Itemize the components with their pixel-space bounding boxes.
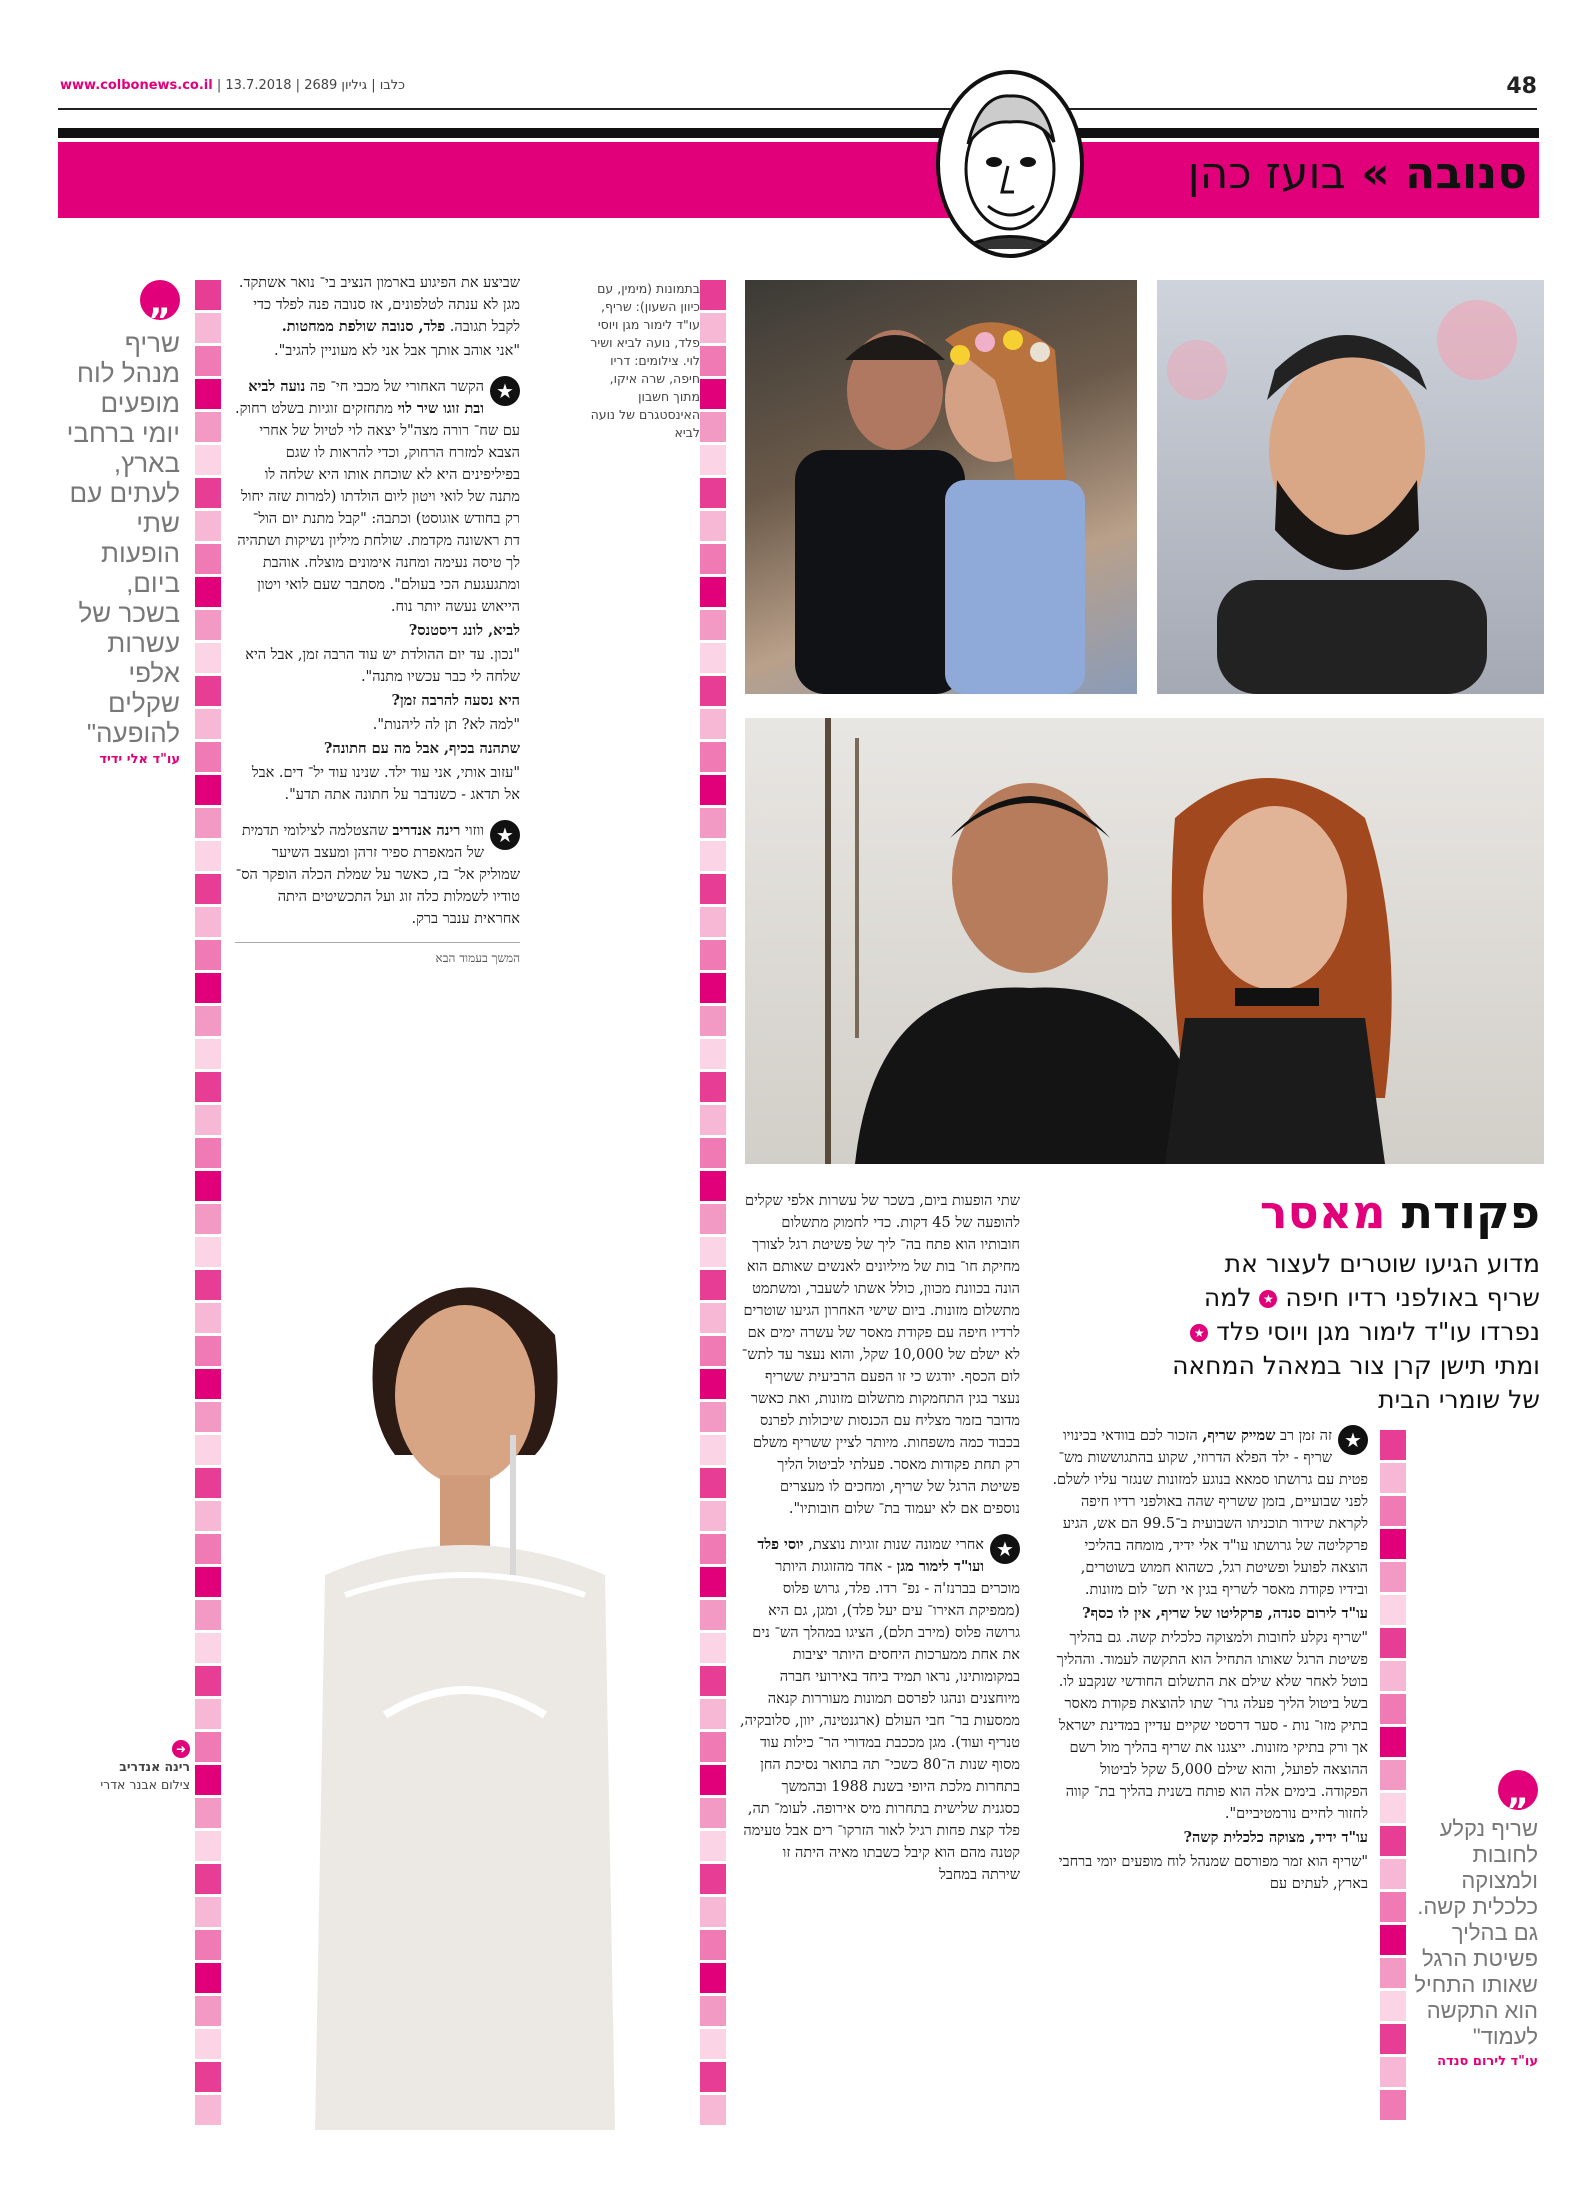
star-icon: ★: [490, 820, 520, 850]
stripe-right: [1380, 1430, 1406, 2123]
stripe-block: [195, 1930, 221, 1960]
stripe-block: [700, 676, 726, 706]
bride-photo-credit: צילום אבנר אדרי: [100, 1777, 190, 1792]
stripe-block: [700, 709, 726, 739]
stripe-block: [195, 841, 221, 871]
banner-title: [1188, 148, 1527, 199]
stripe-block: [195, 907, 221, 937]
banner-arrows: »: [1361, 148, 1390, 199]
mid-p2-text: - אחד מהזוגות היותר מוכרים בברנז'ה - נפ־ רדו. פלד, גרוש פלוס (ממפיקת האירו־ עים יעל פלד), ומגן, גם היא גרושה פלוס (מירב תלם), הציגו במהלך הש־ נים את אחת ממערכות היחסים היותר יציבות במקומותינו, נראו תמיד ביחד באירועי חברה מיוחצנים ונהגו לפרסם תמונות מעוררות קנאה ממסעות בר־ חבי העולם (ארגנטינה, יוון, סלובקיה, טנריף ועוד). מגן מככבת במדורי הר־ כילות עוד מסוף שנות ה־80 כשכי־ תה בתואר נסיכת החן בתחרות מלכת היופי בשנת 1988 ובהמשך כסגנית שלישית בתחרות מיס אירופה. לעומ־ תה, פלד קצת פחות רגיל לאור הזרקו־ רים אבל טעימה קטנה מהם הוא קיבל כשבתו מאיה היתה זו שירתה במחבל: [740, 1559, 1020, 1883]
stripe-block: [700, 1666, 726, 1696]
stripe-block: [195, 1468, 221, 1498]
stripe-block: [195, 412, 221, 442]
stripe-block: [700, 2095, 726, 2125]
stripe-block: [195, 1633, 221, 1663]
stripe-block: [700, 1006, 726, 1036]
stripe-block: [195, 511, 221, 541]
stripe-block: [700, 643, 726, 673]
stripe-block: [700, 973, 726, 1003]
sharif-illustration: [1157, 280, 1544, 694]
stripe-block: [195, 544, 221, 574]
stripe-block: [700, 379, 726, 409]
stripe-block: [700, 2062, 726, 2092]
mid-p2: [740, 1534, 1020, 1886]
stripe-block: [1380, 1430, 1406, 1460]
stripe-block: [700, 280, 726, 310]
stripe-block: [195, 1237, 221, 1267]
stripe-left: [195, 280, 221, 2128]
left-p1-bold: פלד, סנובה שולפת ממחטות.: [281, 318, 446, 335]
stripe-block: [195, 1303, 221, 1333]
stripe-block: [700, 907, 726, 937]
stripe-block: [1380, 1826, 1406, 1856]
stripe-block: [700, 841, 726, 871]
stripe-block: [700, 1897, 726, 1927]
stripe-block: [195, 1336, 221, 1366]
stripe-block: [700, 1765, 726, 1795]
stripe-block: [1380, 1793, 1406, 1823]
stripe-block: [195, 346, 221, 376]
stripe-block: [700, 445, 726, 475]
stripe-block: [195, 1369, 221, 1399]
stripe-block: [195, 2029, 221, 2059]
stripe-block: [195, 577, 221, 607]
stripe-block: [700, 1567, 726, 1597]
stripe-block: [1380, 1463, 1406, 1493]
stripe-block: [195, 1732, 221, 1762]
stripe-block: [1380, 1661, 1406, 1691]
stripe-block: [1380, 1496, 1406, 1526]
stripe-block: [700, 1831, 726, 1861]
stripe-block: [700, 1072, 726, 1102]
star-icon: ★: [490, 376, 520, 406]
stripe-block: [1380, 1991, 1406, 2021]
subhead-line1: מדוע הגיעו שוטרים לעצור את: [1224, 1249, 1540, 1278]
stripe-block: [700, 577, 726, 607]
stripe-block: [195, 445, 221, 475]
quote-mark-icon: „: [140, 280, 180, 320]
stripe-block: [195, 874, 221, 904]
stripe-block: [195, 1534, 221, 1564]
stripe-block: [195, 775, 221, 805]
stripe-block: [1380, 1628, 1406, 1658]
stripe-block: [700, 1534, 726, 1564]
left-p1-text: שביצע את הפיגוע בארמון הנציב בי־ נואר אשתקד. מגן לא ענתה לטלפונים, אז סנובה פנה לפלד כדי לקבל תגובה.: [238, 275, 520, 335]
left-p4-name: רינה אנדריב: [392, 822, 461, 839]
star-icon: ★: [990, 1534, 1020, 1564]
stripe-block: [700, 742, 726, 772]
left-q2: היא נסעה להרבה זמן?: [391, 692, 520, 709]
left-p3-text: מתחזקים זוגיות בשלט רחוק. עם שח־ רורה מצה"ל יצאה לוי לטיול של אחרי הצבא למזרח הרחוק, וכדי להראות לו שגם בפיליפינים היא לא שוכחת אותו היא שלחה לו מתנה של לואי ויטון ליום הולדתו (למרות שזה יחול רק בחודש אוגוסט) וכתבה: "קבל מתנת יום הול־ דת ראשונה מקדמת. שולחת מיליון נשיקות ושתהיה לך טיסה נעימה ומחנה אימונים מוצלח. אוהבת ומתגעגעת הכי בעולם". מסתבר שעם לואי ויטון הייאוש נעשה יותר נוח.: [234, 401, 520, 615]
left-p1: [235, 272, 520, 338]
stripe-block: [700, 346, 726, 376]
stripe-block: [700, 1468, 726, 1498]
right-a1: "שריף נקלע לחובות ולמצוקה כלכלית קשה. גם בהליך פשיטת הרגל שאותו התחיל הוא התקשה לעמוד. וההליך בוטל לאחר שלא שילם את התשלום החודשי שנקבע לו. בשל ביטול הליך פעלה גרו־ שתו להוצאת פקודת מאסר בתיק מזו־ נות - סער דרסטי שקיים עדיין במדינת ישראל אך ורק בתיקי מזונות. ייצגנו את שריף בהליך מול רשם ההוצאה לפועל, והוא שילם 5,000 שקל לביטול הפקודה. בימים אלה הוא פותח בשנית בהליך בת־ קווה לחזור לחיים נורמטיביים".: [1056, 1630, 1368, 1822]
stripe-block: [700, 313, 726, 343]
stripe-block: [195, 1072, 221, 1102]
mid-p2-lead: אחרי שמונה שנות זוגיות נוצצת,: [808, 1537, 984, 1553]
left-a3: "עזוב אותי, אני עוד ילד. שנינו עוד יל־ דים. אבל אל תדאג - כשנדבר על חתונה אתה תדע".: [251, 765, 520, 803]
couple-illustration: [745, 280, 1137, 694]
right-p1-name: שמייק שריף,: [1202, 1427, 1276, 1444]
subheadline: [1040, 1247, 1540, 1417]
subhead-line2-tail: למה: [1203, 1283, 1252, 1312]
stripe-block: [195, 1171, 221, 1201]
columnist-caricature: [936, 70, 1084, 258]
quote-mark-icon: „: [1498, 1770, 1538, 1810]
issue-meta: | כלבו | גיליון 2689 | 13.7.2018: [216, 78, 406, 93]
stripe-block: [1380, 1859, 1406, 1889]
right-q1: עו"ד לירום סנדה, פרקליטו של שריף, אין לו כסף?: [1082, 1605, 1368, 1622]
photo-rina-andriev: [235, 1195, 695, 2130]
pull-quote-right-attribution: עו"ד לירום סנדה: [1437, 2054, 1538, 2069]
continued-note: המשך בעמוד הבא: [235, 942, 520, 969]
stripe-block: [195, 1831, 221, 1861]
stripe-block: [700, 775, 726, 805]
stripe-block: [195, 742, 221, 772]
stripe-block: [195, 1600, 221, 1630]
pull-quote-left: [60, 280, 180, 767]
stripe-block: [1380, 1595, 1406, 1625]
stripe-block: [700, 1270, 726, 1300]
stripe-block: [195, 1765, 221, 1795]
pull-quote-left-text: שריף מנהל לוח מופעים יומי ברחבי בארץ, לעתים עם שתי הופעות ביום, בשכר של עשרות אלפי שקלים להופעה": [66, 328, 180, 748]
stripe-block: [195, 709, 221, 739]
stripe-block: [195, 1039, 221, 1069]
right-p1-text: הזכור לכם בוודאי בכינויו שריף - ילד הפלא הדרוזי, שקוע בהתגוששות מש־ פטית עם גרושתו סמאא בנוגע למזונות שנגזר עליו לשלם. לפני שבועיים, בזמן ששריף שהה באולפני רדיו חיפה לקראת שידור תוכניתו השבועית ב־99.5 הם אש, הגיע פרקליטה של גרושתו עו"ד אלי ידיד, מומחה בהליכי הוצאה לפועל ופשיטת רגל, כשהוא חמוש בשוטרים, ובידיו פקודת מאסר לשריף בגין אי תש־ לום מזונות.: [1052, 1428, 1368, 1598]
mid-p1: שתי הופעות ביום, בשכר של עשרות אלפי שקלים להופעה של 45 דקות. כדי לחמוק מתשלום חובותיו הוא פתח בה־ ליך של פשיטת רגל לצורך מחיקת חו־ בות של מיליונים לאנשים שאותם הוא הונה בכוונת מכוון, כולל אשתו לשעבר, ומשתמט מתשלום מזונות. ביום שישי האחרון הגיעו שוטרים לרדיו חיפה עם פקודת מאסר של עשרה ימים אם לא ישלם של 10,000 שקל, והוא נעצר עד לתש־ לום הכסף. יודגש כי זו הפעם הרביעית ששריף נעצר בגין התחמקות מתשלום מזונות, ואת כאשר מדובר בזמר מצליח עם הכנסות שיכולות לפרנס בכבוד כמה משפחות. מיותר לציין ששריף משלם רק תחת פקודות מאסר. פעלתי לביטול הליך פשיטת הרגל של שריף, ומחכים לו מעצרים נוספים אם לא יעמוד בת־ שלום חובותיו".: [741, 1193, 1020, 1517]
headline-part1: פקודת: [1401, 1185, 1540, 1239]
right-p1-lead: זה זמן רב: [1279, 1428, 1332, 1444]
stripe-block: [195, 478, 221, 508]
stripe-block: [700, 610, 726, 640]
columnist-name: בועז כהן: [1187, 148, 1346, 199]
headline-block: [1040, 1185, 1540, 1417]
stripe-block: [195, 676, 221, 706]
star-icon: ★: [1338, 1425, 1368, 1455]
right-p1: [1050, 1425, 1368, 1601]
bride-name: רינה אנדריב: [119, 1759, 190, 1774]
subhead-line3-text: נפרדו עו"ד לימור מגן ויוסי פלד: [1216, 1317, 1540, 1346]
photo-kissing-couple: [745, 280, 1137, 694]
left-p4-lead: ווזוי: [465, 823, 484, 839]
stripe-block: [195, 643, 221, 673]
stripe-block: [195, 1897, 221, 1927]
stripe-block: [700, 1699, 726, 1729]
stripe-block: [195, 973, 221, 1003]
stripe-block: [195, 808, 221, 838]
stripe-block: [700, 874, 726, 904]
stripe-block: [700, 511, 726, 541]
stripe-block: [700, 1798, 726, 1828]
stripe-block: [700, 1105, 726, 1135]
stripe-block: [700, 1402, 726, 1432]
stripe-mid: [700, 280, 726, 2128]
column-left: [235, 272, 520, 971]
headline-part2: מאסר: [1259, 1185, 1386, 1239]
stripe-block: [700, 1732, 726, 1762]
section-name: סנובה: [1404, 148, 1527, 199]
stripe-block: [700, 1864, 726, 1894]
left-p3-names: נועה לביא ובת זוגו שיר לוי: [248, 378, 484, 417]
stripe-block: [195, 610, 221, 640]
stripe-block: [700, 1204, 726, 1234]
left-p4: [235, 820, 520, 930]
pull-quote-right: [1412, 1770, 1538, 2069]
page-number: 48: [1506, 74, 1537, 99]
subhead-line2: [1040, 1281, 1540, 1315]
left-a1: "נכון. עד יום ההולדת יש עוד הרבה זמן, אבל היא שלחה לי כבר עכשיו מתנה".: [245, 647, 520, 685]
left-p3-lead: הקשר האחורי של מכבי חי־ פה: [309, 379, 484, 395]
pull-quote-left-attribution: עו"ד אלי ידיד: [99, 752, 180, 767]
stripe-block: [700, 1336, 726, 1366]
stripe-block: [195, 1963, 221, 1993]
stripe-block: [195, 1138, 221, 1168]
top-photo-credits: בתמונות (מימין, עם כיוון השעון): שריף, עו"ד לימור מגן ויוסי פלד, נועה לביא ושיר לוי. צילומים: דריו חיפה, שרה איקו, מתוך חשבון האינסטגרם של נועה לביא: [590, 281, 700, 440]
stripe-block: [700, 1138, 726, 1168]
photo-magen-peled: [745, 718, 1544, 1164]
stripe-block: [1380, 1694, 1406, 1724]
stripe-block: [195, 280, 221, 310]
stripe-block: [195, 1666, 221, 1696]
caricature-drawing: [940, 74, 1080, 254]
stripe-block: [700, 1303, 726, 1333]
pull-quote-right-text: שריף נקלע לחובות ולמצוקה כלכלית קשה. גם בהליך פשיטת הרגל שאותו התחיל הוא התקשה לעמוד": [1414, 1816, 1538, 2049]
stripe-block: [1380, 2024, 1406, 2054]
stripe-block: [1380, 1892, 1406, 1922]
stripe-block: [700, 1501, 726, 1531]
star-icon: ★: [1190, 1324, 1208, 1342]
subhead-line5: של שומרי הבית: [1378, 1385, 1540, 1414]
stripe-block: [195, 1105, 221, 1135]
mid-p2-names: יוסי פלד ועו"ד לימור מגן: [757, 1536, 984, 1575]
left-q3: שתהנה בכיף, אבל מה עם חתונה?: [323, 740, 520, 757]
stripe-block: [1380, 1760, 1406, 1790]
left-q1: לביא, לונג דיסטנס?: [408, 622, 520, 639]
stripe-block: [700, 1435, 726, 1465]
stripe-block: [700, 2029, 726, 2059]
left-p2: "אני אוהב אותך אבל אני לא מעוניין להגיב".: [274, 343, 520, 359]
stripe-block: [195, 379, 221, 409]
stripe-block: [195, 940, 221, 970]
stripe-block: [195, 1699, 221, 1729]
bride-illustration: [235, 1195, 695, 2130]
bride-caption: [60, 1740, 190, 1794]
stripe-block: [1380, 2057, 1406, 2087]
stripe-block: [195, 1006, 221, 1036]
stripe-block: [1380, 1958, 1406, 1988]
right-q2: עו"ד ידיד, מצוקה כלכלית קשה?: [1183, 1829, 1368, 1846]
stripe-block: [1380, 1925, 1406, 1955]
site-url[interactable]: www.colbonews.co.il: [60, 78, 213, 93]
subhead-line3: [1040, 1315, 1540, 1349]
banner-top-bar: [58, 128, 1539, 138]
stripe-block: [1380, 1727, 1406, 1757]
subhead-line2-text: שריף באולפני רדיו חיפה: [1285, 1283, 1540, 1312]
stripe-block: [195, 2062, 221, 2092]
masthead-line: [60, 78, 405, 93]
stripe-block: [195, 313, 221, 343]
stripe-block: [1380, 2090, 1406, 2120]
right-a2: "שריף הוא זמר מפורסם שמנהל לוח מופעים יומי ברחבי בארץ, לעתים עם: [1058, 1854, 1368, 1892]
left-p4-text: שהצטלמה לצילומי תדמית של המאפרת ספיר זרהן ומעצב השיער שמוליק אל־ בז, כאשר על שמלת הכלה הופקר הס־ טודיו לשמלות כלה זוג ועל התכשיטים היתה אחראית ענבר ברק.: [235, 823, 520, 927]
column-mid: [740, 1190, 1020, 1888]
left-p3: [235, 376, 520, 618]
stripe-block: [195, 1270, 221, 1300]
stripe-block: [195, 1501, 221, 1531]
stripe-block: [700, 1039, 726, 1069]
header-rule: [58, 108, 1537, 110]
stripe-block: [700, 1963, 726, 1993]
subhead-line4: ומתי תישן קרן צור במאהל המחאה: [1172, 1351, 1540, 1380]
stripe-block: [195, 1402, 221, 1432]
stripe-block: [195, 1864, 221, 1894]
stripe-block: [700, 940, 726, 970]
stripe-block: [700, 412, 726, 442]
stripe-block: [195, 1798, 221, 1828]
column-right: [1050, 1425, 1368, 1897]
stripe-block: [195, 1567, 221, 1597]
stripe-block: [195, 2095, 221, 2125]
stripe-block: [700, 478, 726, 508]
arrow-icon: ➜: [172, 1740, 190, 1758]
stripe-block: [195, 1996, 221, 2026]
stripe-block: [700, 1237, 726, 1267]
stripe-block: [700, 808, 726, 838]
stripe-block: [195, 1435, 221, 1465]
main-headline: [1040, 1185, 1540, 1239]
stripe-block: [700, 1369, 726, 1399]
stripe-block: [195, 1204, 221, 1234]
stripe-block: [700, 1600, 726, 1630]
stripe-block: [700, 1930, 726, 1960]
photo-sharif: [1157, 280, 1544, 694]
stripe-block: [700, 1996, 726, 2026]
star-icon: ★: [1259, 1290, 1277, 1308]
stripe-block: [700, 544, 726, 574]
stripe-block: [700, 1633, 726, 1663]
left-a2: "למה לא? תן לה ליהנות".: [372, 717, 520, 733]
stripe-block: [1380, 1529, 1406, 1559]
stripe-block: [700, 1171, 726, 1201]
magen-peled-illustration: [745, 718, 1544, 1164]
stripe-block: [1380, 1562, 1406, 1592]
